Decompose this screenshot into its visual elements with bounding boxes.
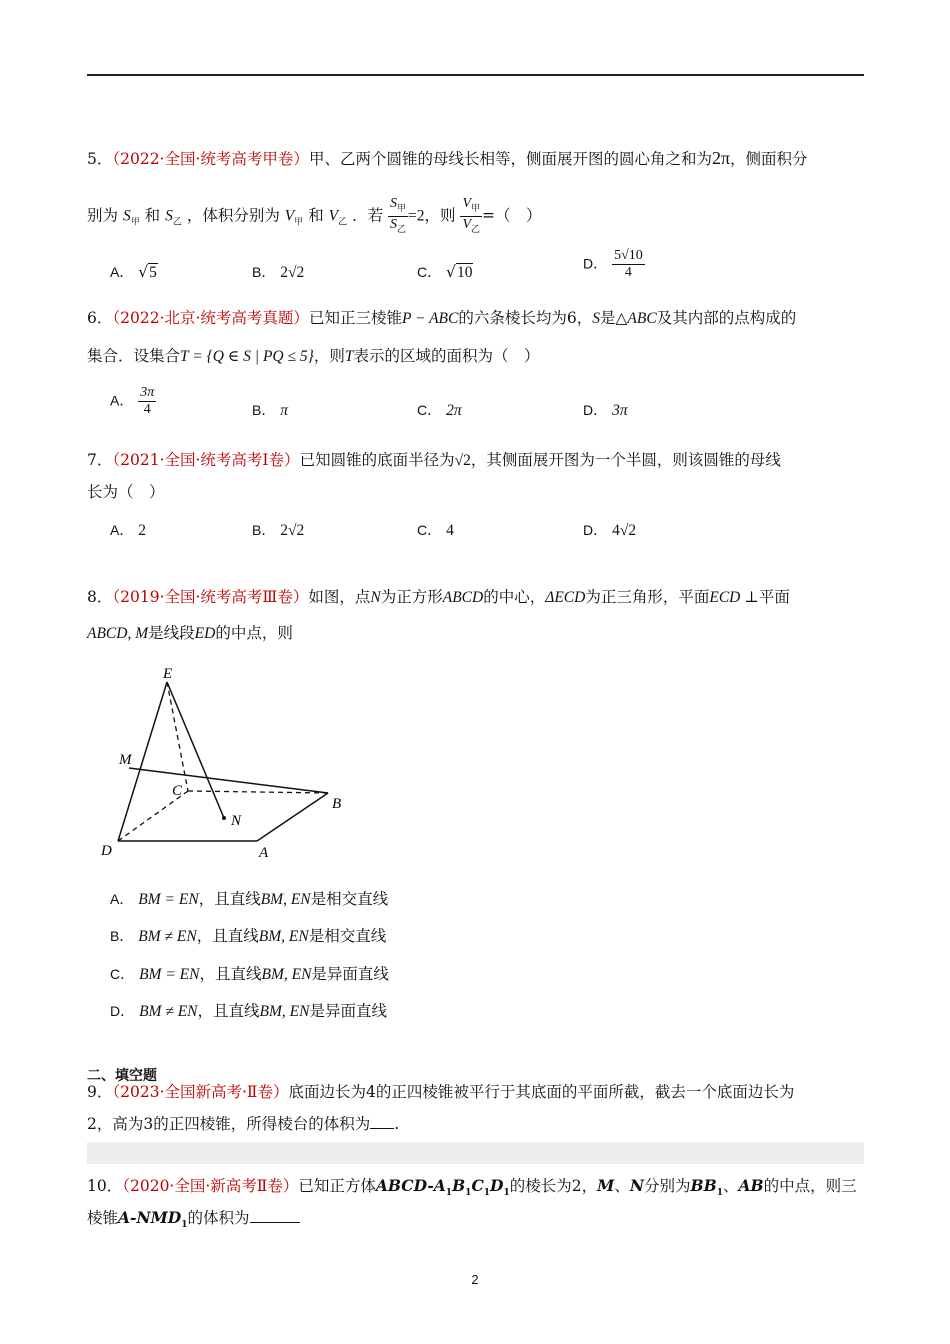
label-E: E bbox=[163, 666, 173, 682]
q10-line1: 10．（2020·全国·新高考Ⅱ卷）已知正方体ABCD-$A_1B_1C_1D_1$的棱长为2，M、N分别为$BB_1$、AB的中点，则三 bbox=[87, 1176, 857, 1199]
q5-option-a[interactable]: A． √5 bbox=[110, 263, 157, 281]
q5-line1: 5．（2022·全国·统考高考甲卷）甲、乙两个圆锥的母线长相等，侧面展开图的圆心角之和为2π，侧面积分 bbox=[87, 148, 808, 168]
q9-line1: 9．（2023·全国新高考·Ⅱ卷）底面边长为4的正四棱锥被平行于其底面的平面所截，截去一个底面边长为 bbox=[87, 1083, 795, 1101]
q8-line2: ABCD, M是线段ED的中点，则 bbox=[87, 624, 293, 642]
q8-geometry-figure bbox=[95, 660, 365, 865]
q7-line1: 7．（2021·全国·统考高考Ⅰ卷）已知圆锥的底面半径为√2，其侧面展开图为一个半圆，则该圆锥的母线 bbox=[87, 451, 781, 469]
q9-source: （2023·全国新高考·Ⅱ卷） bbox=[112, 1083, 289, 1101]
q7-line2: 长为（ ） bbox=[87, 483, 165, 501]
header-rule bbox=[87, 74, 864, 76]
label-M: M bbox=[119, 752, 132, 768]
q10-line2: 棱锥$A-NMD_1$的体积为 bbox=[87, 1208, 300, 1235]
q8-option-d[interactable]: D． BM ≠ EN，且直线BM, EN是异面直线 bbox=[110, 1002, 387, 1020]
q10-answer-blank[interactable] bbox=[250, 1208, 300, 1223]
edge-CB bbox=[188, 791, 328, 793]
q7-option-b[interactable]: B． 2√2 bbox=[252, 522, 305, 539]
edge-AB bbox=[257, 793, 328, 841]
page-number: 2 bbox=[471, 1272, 479, 1287]
q5-frac-s: $\frac{S_甲}{S_乙}$ bbox=[390, 196, 407, 234]
label-B: B bbox=[332, 796, 342, 812]
q5-source: （2022·全国·统考高考甲卷） bbox=[112, 150, 309, 168]
q5-option-c[interactable]: C． √10 bbox=[417, 263, 473, 281]
q6-source: （2022·北京·统考高考真题） bbox=[112, 309, 309, 327]
q9-line2: 2，高为3的正四棱锥，所得棱台的体积为 . bbox=[87, 1115, 400, 1133]
q10-source: （2020·全国·新高考Ⅱ卷） bbox=[122, 1177, 299, 1195]
q8-line1: 8．（2019·全国·统考高考Ⅲ卷）如图，点N为正方形ABCD的中心，ΔECD为正三角形，平面ECD ⊥平面 bbox=[87, 588, 790, 606]
section-title: 二、填空题 bbox=[87, 1067, 157, 1083]
q7-option-d[interactable]: D． 4√2 bbox=[583, 522, 637, 539]
q7-source: （2021·全国·统考高考Ⅰ卷） bbox=[112, 451, 300, 469]
q9-answer-blank[interactable] bbox=[370, 1114, 394, 1129]
label-N: N bbox=[231, 813, 242, 829]
point-N bbox=[222, 816, 226, 820]
edge-MB bbox=[129, 768, 328, 793]
label-A: A bbox=[259, 845, 269, 861]
q7-option-a[interactable]: A． 2 bbox=[110, 522, 147, 539]
q5-line2: 别为 $S_甲$ 和 $S_乙$ ，体积分别为 $V_甲$ 和 $V_乙$ ．若 $\frac{S_甲}{S_乙}$ =2，则 $\frac{V_甲}{V_乙}$ =（ ） bbox=[87, 196, 542, 237]
q5-frac-v: $\frac{V_甲}{V_乙}$ bbox=[462, 196, 481, 234]
q8-option-b[interactable]: B． BM ≠ EN，且直线BM, EN是相交直线 bbox=[110, 927, 387, 945]
q6-option-c[interactable]: C． 2π bbox=[417, 402, 462, 419]
q7-option-c[interactable]: C． 4 bbox=[417, 522, 454, 539]
q5-option-d[interactable]: D． $\frac{5√10}{4}$ bbox=[583, 248, 643, 280]
q8-option-c[interactable]: C． BM = EN，且直线BM, EN是异面直线 bbox=[110, 965, 389, 983]
label-D: D bbox=[101, 843, 112, 859]
q8-option-a[interactable]: A． BM = EN，且直线BM, EN是相交直线 bbox=[110, 890, 389, 908]
q6-line1: 6．（2022·北京·统考高考真题）已知正三棱锥P − ABC的六条棱长均为6，S是△ABC及其内部的点构成的 bbox=[87, 309, 797, 327]
q8-source: （2019·全国·统考高考Ⅲ卷） bbox=[112, 588, 309, 606]
label-C: C bbox=[172, 783, 183, 799]
q5-option-b[interactable]: B． 2√2 bbox=[252, 264, 305, 281]
answer-space-bar bbox=[87, 1142, 864, 1164]
q6-option-d[interactable]: D． 3π bbox=[583, 402, 628, 419]
q6-option-b[interactable]: B． π bbox=[252, 402, 289, 419]
q6-option-a[interactable]: A． $\frac{3\pi}{4}$ bbox=[110, 385, 155, 417]
q6-line2: 集合．设集合T = {Q ∈ S | PQ ≤ 5}，则T表示的区域的面积为（ ） bbox=[87, 347, 540, 365]
